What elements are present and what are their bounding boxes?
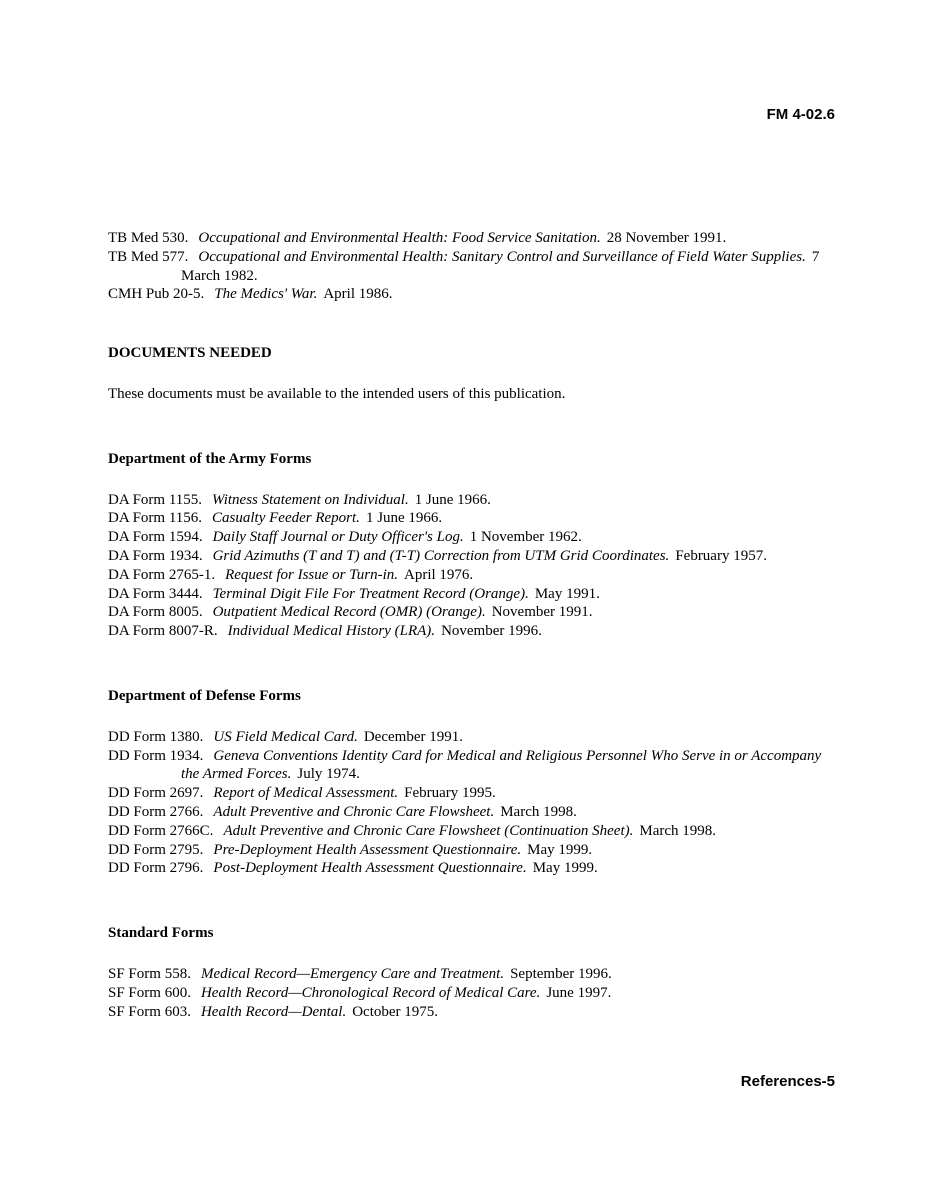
- entry-title: Geneva Conventions Identity Card for Medical and Religious Personnel Who Serve in or Accompany the Armed Forces.: [181, 747, 822, 783]
- entry-ref: SF Form 603.: [108, 1003, 191, 1020]
- entry-title: Health Record—Chronological Record of Medical Care.: [200, 984, 541, 1001]
- entry-date: April 1976.: [404, 566, 474, 583]
- entry-ref: DA Form 2765-1.: [108, 566, 216, 583]
- entry-ref: DA Form 8005.: [108, 604, 203, 621]
- entry-date: May 1991.: [534, 585, 600, 602]
- entry-ref: DD Form 1934.: [108, 747, 204, 764]
- reference-entry: [108, 984, 836, 1003]
- standard-forms-section: [108, 924, 836, 1021]
- reference-entry: [108, 285, 836, 304]
- entry-title: Medical Record—Emergency Care and Treatment.: [200, 965, 505, 982]
- reference-entry: [108, 784, 836, 803]
- reference-entry: [108, 822, 836, 841]
- entry-date: March 1998.: [500, 803, 577, 820]
- reference-entry: [108, 491, 836, 510]
- defense-forms-section: [108, 687, 836, 878]
- entry-date: July 1974.: [297, 766, 360, 783]
- entry-title: Outpatient Medical Record (OMR) (Orange).: [212, 604, 486, 621]
- entry-title: US Field Medical Card.: [213, 728, 358, 745]
- entry-ref: DD Form 2796.: [108, 860, 204, 877]
- entry-date: December 1991.: [363, 728, 463, 745]
- entry-date: 1 June 1966.: [414, 491, 491, 508]
- page-number-footer: References-5: [740, 1073, 835, 1090]
- entry-title: Health Record—Dental.: [200, 1003, 347, 1020]
- entry-title: Adult Preventive and Chronic Care Flowsheet.: [213, 803, 495, 820]
- document-id-header: FM 4-02.6: [766, 106, 835, 123]
- entry-title: Occupational and Environmental Health: Food Service Sanitation.: [198, 230, 601, 246]
- entry-ref: DD Form 2697.: [108, 785, 204, 802]
- entry-ref: DA Form 1156.: [108, 510, 203, 527]
- entry-title: Pre-Deployment Health Assessment Questionnaire.: [213, 841, 522, 858]
- entry-title: Grid Azimuths (T and T) and (T-T) Correction from UTM Grid Coordinates.: [212, 547, 670, 564]
- entry-ref: TB Med 577.: [108, 248, 189, 265]
- reference-entry: [108, 622, 836, 641]
- documents-needed-heading: DOCUMENTS NEEDED: [108, 345, 272, 362]
- reference-entry: [108, 747, 836, 785]
- entry-title: Daily Staff Journal or Duty Officer's Log.: [212, 529, 464, 546]
- entry-ref: DA Form 3444.: [108, 585, 203, 602]
- reference-entry: [108, 603, 836, 622]
- entry-date: April 1986.: [323, 286, 393, 303]
- entry-date: 1 November 1962.: [469, 529, 582, 546]
- entry-title: Request for Issue or Turn-in.: [225, 566, 399, 583]
- entry-ref: DD Form 2766C.: [108, 822, 214, 839]
- entry-date: May 1999.: [527, 841, 593, 858]
- entry-date: February 1995.: [404, 785, 496, 802]
- entry-ref: DA Form 1594.: [108, 529, 203, 546]
- reference-entry: [108, 547, 836, 566]
- entry-title: Witness Statement on Individual.: [212, 491, 409, 508]
- entry-date: March 1998.: [639, 822, 717, 839]
- entry-ref: DD Form 2795.: [108, 841, 204, 858]
- top-entries-list: [108, 229, 836, 304]
- section-heading: Standard Forms: [108, 925, 214, 942]
- entry-ref: DA Form 1155.: [108, 491, 203, 508]
- reference-entry: [108, 509, 836, 528]
- reference-entry: [108, 803, 836, 822]
- documents-needed-intro: These documents must be available to the intended users of this publication.: [108, 385, 566, 402]
- entry-ref: TB Med 530.: [108, 230, 189, 246]
- entry-ref: DA Form 8007-R.: [108, 623, 218, 640]
- reference-entry: [108, 229, 836, 248]
- army-forms-section: [108, 450, 836, 641]
- entry-date: May 1999.: [532, 860, 598, 877]
- reference-entry: [108, 728, 836, 747]
- entry-date: February 1957.: [675, 547, 767, 564]
- entry-title: Report of Medical Assessment.: [213, 785, 399, 802]
- reference-entry: [108, 585, 836, 604]
- references-content: [108, 229, 836, 1021]
- entry-title: Post-Deployment Health Assessment Questionnaire.: [213, 860, 527, 877]
- entry-ref: SF Form 558.: [108, 965, 191, 982]
- entry-date: November 1996.: [441, 623, 542, 640]
- entry-ref: DD Form 2766.: [108, 803, 204, 820]
- entry-date: October 1975.: [352, 1003, 439, 1020]
- section-heading: Department of Defense Forms: [108, 687, 301, 704]
- entry-date: September 1996.: [510, 965, 612, 982]
- entry-title: Casualty Feeder Report.: [212, 510, 360, 527]
- reference-entry: [108, 965, 836, 984]
- entry-ref: SF Form 600.: [108, 984, 191, 1001]
- reference-entry: [108, 248, 836, 286]
- entry-date: 7 March 1982.: [181, 248, 820, 284]
- entry-date: 28 November 1991.: [606, 230, 727, 246]
- reference-entry: [108, 528, 836, 547]
- entry-ref: DA Form 1934.: [108, 547, 203, 564]
- entry-title: Occupational and Environmental Health: Sanitary Control and Surveillance of Field Water Supplies.: [198, 248, 806, 265]
- entry-title: Adult Preventive and Chronic Care Flowsheet (Continuation Sheet).: [223, 822, 634, 839]
- reference-entry: [108, 841, 836, 860]
- entry-ref: DD Form 1380.: [108, 728, 204, 745]
- entry-ref: CMH Pub 20-5.: [108, 286, 205, 303]
- entry-title: Individual Medical History (LRA).: [227, 623, 436, 640]
- entry-date: November 1991.: [491, 604, 593, 621]
- entry-date: June 1997.: [546, 984, 612, 1001]
- entry-title: The Medics' War.: [214, 286, 318, 303]
- reference-entry: [108, 859, 836, 878]
- section-heading: Department of the Army Forms: [108, 450, 312, 467]
- reference-entry: [108, 1003, 836, 1022]
- reference-entry: [108, 566, 836, 585]
- entry-title: Terminal Digit File For Treatment Record (Orange).: [212, 585, 529, 602]
- entry-date: 1 June 1966.: [365, 510, 443, 527]
